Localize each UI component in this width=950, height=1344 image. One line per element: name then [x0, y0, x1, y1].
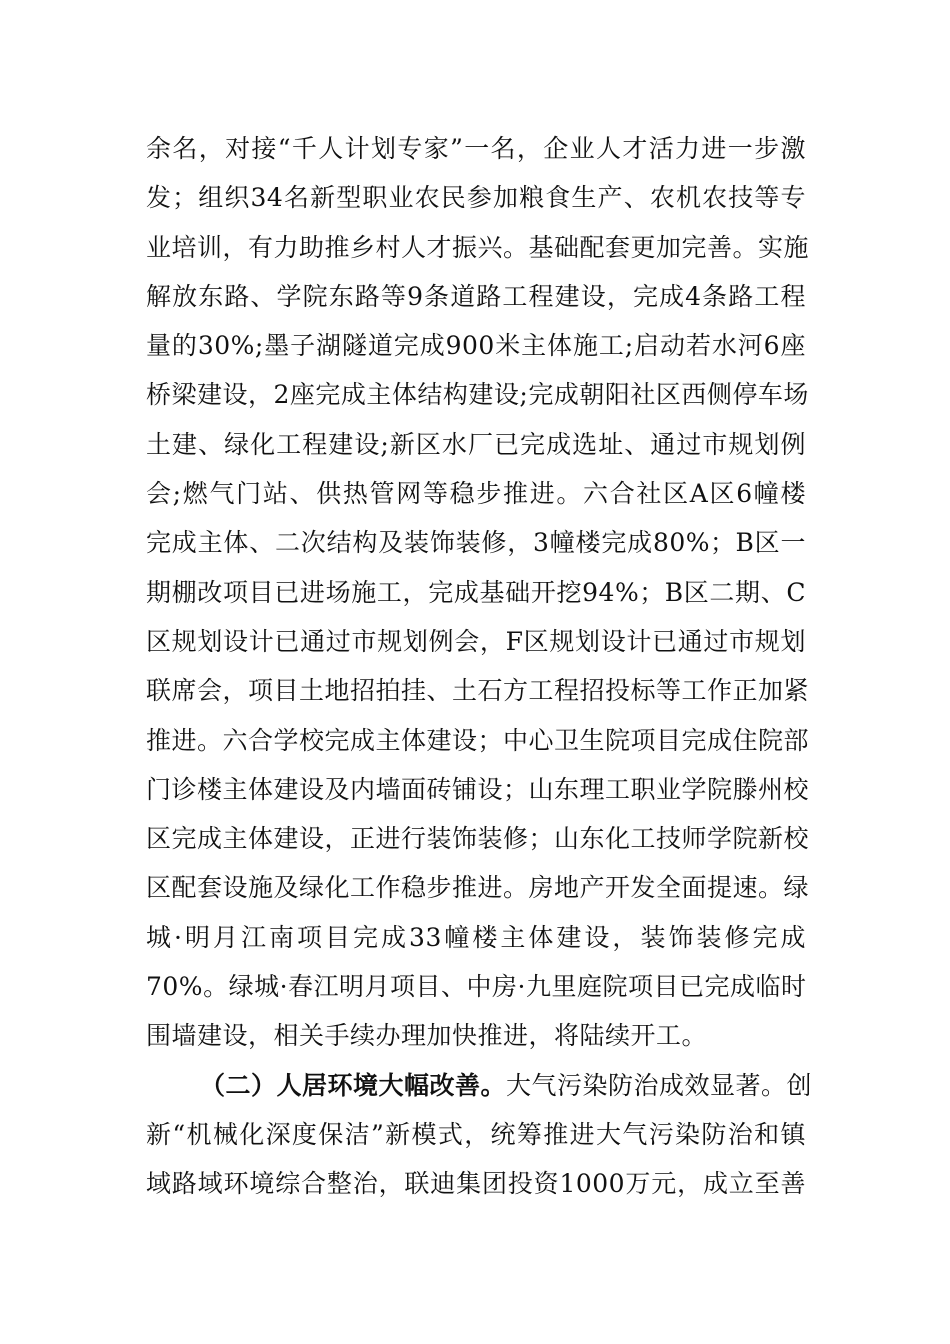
text-line: 桥梁建设，2座完成主体结构建设;完成朝阳社区西侧停车场	[146, 380, 809, 410]
paragraph-last-line: 围墙建设，相关手续办理加快推进，将陆续开工。	[146, 1021, 708, 1051]
text-line: 完成主体、二次结构及装饰装修，3幢楼完成80%；B区一	[146, 528, 806, 558]
section-first-line	[146, 1061, 813, 1110]
text-line: 发；组织34名新型职业农民参加粮食生产、农机农技等专	[146, 183, 806, 213]
text-line: 区规划设计已通过市规划例会，F区规划设计已通过市规划	[146, 626, 806, 656]
text-line: 域路域环境综合整治，联迪集团投资1000万元，成立至善	[146, 1169, 806, 1199]
text-line: 70%。绿城·春江明月项目、中房·九里庭院项目已完成临时	[146, 972, 807, 1002]
text-line: 期棚改项目已进场施工，完成基础开挖94%；B区二期、C	[146, 577, 806, 607]
section-first-line-text: 大气污染防治成效显著。创	[506, 1070, 813, 1100]
text-line: 土建、绿化工程建设;新区水厂已完成选址、通过市规划例	[146, 429, 806, 459]
text-line: 新“机械化深度保洁”新模式，统筹推进大气污染防治和镇	[146, 1119, 806, 1149]
text-line: 推进。六合学校完成主体建设；中心卫生院项目完成住院部	[146, 725, 810, 755]
text-line: 门诊楼主体建设及内墙面砖铺设；山东理工职业学院滕州校	[146, 774, 810, 804]
text-line: 区配套设施及绿化工作稳步推进。房地产开发全面提速。绿	[146, 873, 810, 903]
text-line: 解放东路、学院东路等9条道路工程建设，完成4条路工程	[146, 281, 806, 311]
body-text	[146, 124, 813, 1209]
text-line: 区完成主体建设，正进行装饰装修；山东化工技师学院新校	[146, 824, 810, 854]
text-line: 余名，对接“千人计划专家”一名，企业人才活力进一步激	[146, 134, 806, 163]
text-line: 量的30%;墨子湖隧道完成900米主体施工;启动若水河6座	[146, 331, 806, 361]
text-line: 业培训，有力助推乡村人才振兴。基础配套更加完善。实施	[146, 232, 810, 262]
text-line: 联席会，项目土地招拍挂、土石方工程招投标等工作正加紧	[146, 676, 810, 706]
section-heading: （二）人居环境大幅改善。	[200, 1070, 507, 1100]
text-line: 城·明月江南项目完成33幢楼主体建设，装饰装修完成	[146, 922, 806, 952]
text-line: 会;燃气门站、供热管网等稳步推进。六合社区A区6幢楼	[146, 479, 806, 509]
